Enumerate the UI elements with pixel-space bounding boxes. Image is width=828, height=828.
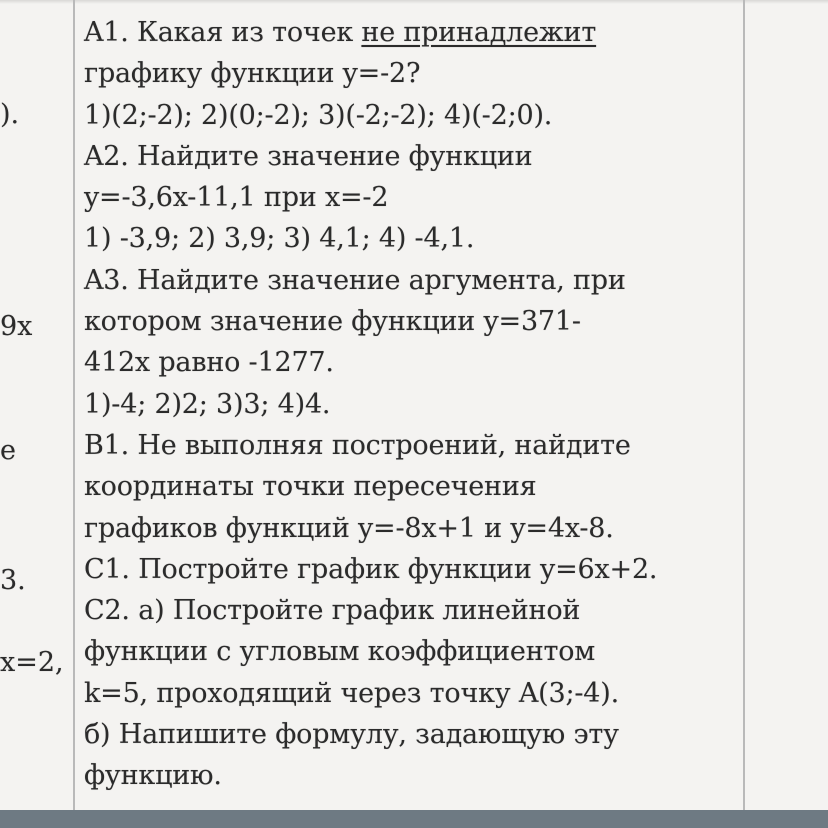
task-c2-part-b-end: функцию. bbox=[84, 760, 222, 792]
left-column-fragment bbox=[0, 0, 70, 810]
task-a3-options: 1)-4; 2)2; 3)3; 4)4. bbox=[84, 388, 331, 420]
left-fragment-4: 3. bbox=[0, 565, 26, 596]
task-b1-question-end: графиков функций y=-8x+1 и y=4x-8. bbox=[84, 512, 614, 544]
task-c2-part-a: C2. а) Постройте график линейной bbox=[84, 595, 581, 627]
task-a2-question: A2. Найдите значение функции bbox=[84, 140, 533, 172]
task-c1-question: C1. Постройте график функции y=6x+2. bbox=[84, 553, 658, 585]
task-b1-question: B1. Не выполняя построений, найдите bbox=[84, 429, 631, 461]
task-a3-question-cont: котором значение функции y=371- bbox=[84, 306, 581, 338]
task-c2-part-a-cont: функции с угловым коэффициентом bbox=[84, 636, 596, 668]
task-a2-options: 1) -3,9; 2) 3,9; 3) 4,1; 4) -4,1. bbox=[84, 223, 475, 255]
task-c2-part-a-end: k=5, проходящий через точку A(3;-4). bbox=[84, 677, 619, 709]
left-fragment-1: ). bbox=[0, 99, 20, 130]
bottom-bar bbox=[0, 810, 828, 828]
task-c2-part-b: б) Напишите формулу, задающую эту bbox=[84, 719, 619, 751]
left-fragment-5: x=2, bbox=[0, 647, 64, 678]
top-edge bbox=[0, 0, 828, 4]
column-divider-left bbox=[73, 0, 75, 810]
left-fragment-2: 9x bbox=[0, 311, 33, 342]
task-b1-question-cont: координаты точки пересечения bbox=[84, 471, 537, 503]
task-list bbox=[84, 12, 828, 797]
task-a1-question bbox=[84, 12, 828, 53]
task-a3-question-end: 412x равно -1277. bbox=[84, 347, 334, 379]
task-a1-question-cont: графику функции y=-2? bbox=[84, 58, 421, 90]
task-a1-underlined: не принадлежит bbox=[361, 17, 597, 48]
task-a3-question: A3. Найдите значение аргумента, при bbox=[84, 264, 626, 296]
task-a2-formula: y=-3,6x-11,1 при x=-2 bbox=[84, 182, 389, 214]
task-a1-options: 1)(2;-2); 2)(0;-2); 3)(-2;-2); 4)(-2;0). bbox=[84, 99, 553, 131]
task-a1-lead: A1. Какая из точек bbox=[84, 17, 362, 48]
left-fragment-3: e bbox=[0, 435, 16, 466]
